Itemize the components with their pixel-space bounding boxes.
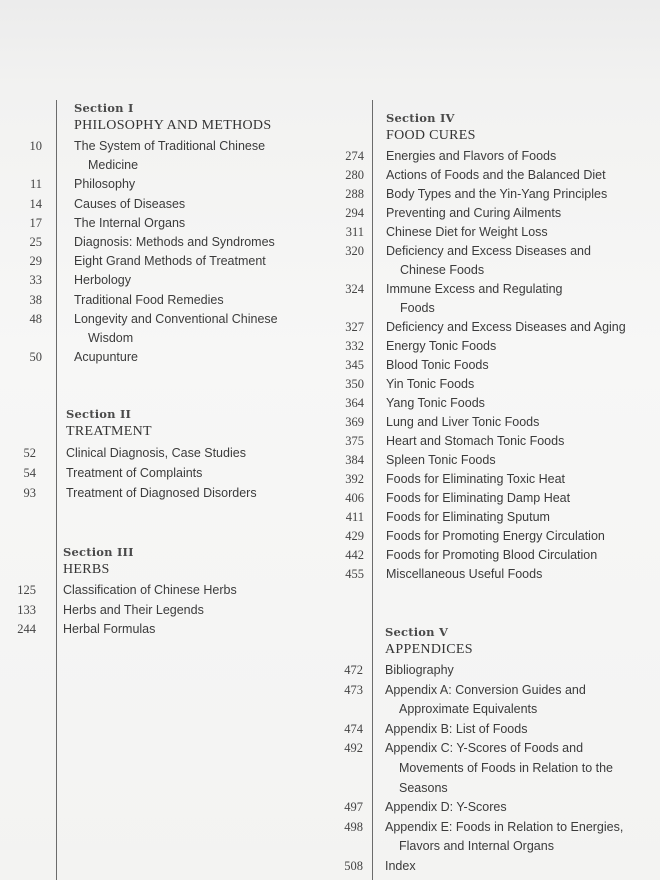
entry-line: Lung and Liver Tonic Foods	[386, 415, 540, 429]
entry-title	[385, 681, 635, 720]
page-number: 327	[345, 320, 364, 334]
entry-line: Index	[385, 858, 416, 873]
toc-entry[interactable]	[345, 565, 636, 584]
entry-title	[66, 483, 306, 503]
toc-entry[interactable]	[29, 252, 314, 271]
entry-title	[386, 432, 636, 451]
page-number: 375	[345, 434, 364, 448]
entry-title	[74, 291, 314, 310]
page-number: 93	[23, 486, 36, 500]
toc-entry[interactable]	[344, 739, 635, 798]
page-number: 48	[29, 311, 42, 326]
toc-entry[interactable]	[29, 195, 314, 214]
section-label: Section V	[385, 625, 449, 639]
entry-line: Longevity and Conventional Chinese	[74, 311, 278, 326]
toc-entry[interactable]	[345, 546, 636, 565]
entry-continuation: Wisdom	[88, 331, 134, 346]
entry-line: Heart and Stomach Tonic Foods	[386, 434, 565, 448]
page-number: 244	[17, 622, 36, 637]
section-title: TREATMENT	[66, 424, 152, 439]
page-number: 125	[17, 583, 36, 597]
page-number: 54	[23, 466, 36, 480]
section-title: PHILOSOPHY AND METHODS	[74, 118, 272, 133]
section-label: Section II	[66, 407, 132, 421]
section-label: Section III	[63, 545, 134, 559]
entry-title	[385, 857, 635, 877]
page-number: 52	[23, 446, 36, 460]
page-number: 392	[345, 472, 364, 486]
page-number: 472	[344, 663, 363, 677]
entry-line: Herbal Formulas	[63, 622, 156, 637]
page-number: 455	[345, 567, 364, 581]
entry-line: Classification of Chinese Herbs	[63, 583, 237, 597]
section-title: HERBS	[63, 562, 110, 577]
toc-entry[interactable]	[345, 318, 636, 337]
toc-entry[interactable]	[344, 857, 635, 877]
entry-title	[385, 661, 635, 681]
toc-entry[interactable]	[345, 508, 636, 527]
page-number: 411	[345, 510, 364, 524]
toc-section	[344, 624, 635, 877]
toc-entry[interactable]	[23, 463, 306, 483]
toc-entry[interactable]	[345, 280, 636, 318]
page-number: 508	[344, 858, 363, 873]
page-number: 492	[344, 741, 363, 756]
page-number: 474	[344, 721, 363, 736]
entry-title	[385, 798, 635, 818]
entry-title	[386, 394, 636, 413]
entry-continuation: Approximate Equivalents	[399, 702, 538, 717]
entry-title	[386, 147, 636, 166]
entry-title	[386, 375, 636, 394]
entry-title	[386, 337, 636, 356]
entry-title	[386, 489, 636, 508]
page-number: 14	[29, 196, 42, 211]
entry-title	[386, 318, 636, 337]
page-number: 50	[29, 350, 42, 365]
page-number: 33	[29, 273, 42, 288]
entry-title	[74, 271, 314, 290]
entry-title	[386, 242, 636, 280]
entry-title	[74, 348, 314, 367]
toc-entry[interactable]	[29, 348, 314, 367]
entry-title	[63, 620, 303, 640]
entry-title	[386, 565, 636, 584]
entry-line: Miscellaneous Useful Foods	[386, 567, 543, 581]
entry-line: Foods for Promoting Energy Circulation	[386, 529, 605, 543]
page-number: 17	[29, 215, 42, 230]
entry-continuation: Movements of Foods in Relation to the	[399, 760, 614, 775]
entry-continuation: Seasons	[399, 780, 448, 795]
entry-continuation: Chinese Foods	[400, 263, 485, 277]
page-number: 320	[345, 244, 364, 258]
toc-entry[interactable]	[345, 166, 636, 185]
toc-section	[23, 406, 306, 503]
toc-entry[interactable]	[345, 451, 636, 470]
toc-entry[interactable]	[29, 214, 314, 233]
entry-line: Energies and Flavors of Foods	[386, 149, 557, 163]
page-number: 497	[344, 800, 363, 815]
entry-line: Yin Tonic Foods	[386, 377, 475, 391]
entry-title	[386, 470, 636, 489]
page-number: 25	[29, 235, 42, 250]
page-number: 498	[344, 819, 363, 834]
entry-line: Eight Grand Methods of Treatment	[74, 254, 266, 269]
entry-title	[74, 175, 314, 194]
page-number: 274	[345, 149, 364, 163]
entry-title	[74, 195, 314, 214]
page-number: 345	[345, 358, 364, 372]
toc-entry[interactable]	[17, 601, 303, 621]
page-number: 29	[29, 254, 42, 269]
toc-entry[interactable]	[344, 720, 635, 740]
toc-entry[interactable]	[345, 185, 636, 204]
section-title: APPENDICES	[385, 642, 473, 657]
toc-entry[interactable]	[29, 291, 314, 310]
entry-line: Chinese Diet for Weight Loss	[386, 225, 548, 239]
page-number: 442	[345, 548, 364, 562]
entry-line: Deficiency and Excess Diseases and	[386, 244, 591, 258]
entry-title	[386, 508, 636, 527]
entry-title	[385, 720, 635, 740]
page-number: 369	[345, 415, 364, 429]
toc-entry[interactable]	[344, 818, 635, 857]
entry-line: Foods for Promoting Blood Circulation	[386, 548, 598, 562]
toc-entry[interactable]	[345, 432, 636, 451]
toc-entry[interactable]	[29, 233, 314, 252]
page-number: 429	[345, 529, 364, 543]
entry-title	[386, 204, 636, 223]
toc-entry[interactable]	[345, 147, 636, 166]
page-number: 406	[345, 491, 364, 505]
entry-continuation: Flavors and Internal Organs	[399, 839, 554, 854]
entry-title	[66, 443, 306, 463]
page-number: 473	[344, 682, 363, 697]
page-number: 364	[345, 396, 364, 410]
entry-title	[386, 185, 636, 204]
toc-entry[interactable]	[29, 175, 314, 194]
entry-continuation: Foods	[400, 301, 435, 315]
entry-line: Philosophy	[74, 177, 136, 192]
entry-line: Acupunture	[74, 350, 138, 365]
entry-title	[385, 739, 635, 798]
entry-title	[386, 527, 636, 546]
entry-line: Traditional Food Remedies	[74, 292, 224, 307]
entry-line: Appendix C: Y-Scores of Foods and	[385, 741, 584, 756]
entry-line: Foods for Eliminating Sputum	[386, 510, 550, 524]
toc-entry[interactable]	[29, 137, 314, 175]
entry-line: Herbology	[74, 273, 131, 288]
entry-line: Treatment of Diagnosed Disorders	[66, 486, 257, 500]
toc-entry[interactable]	[345, 394, 636, 413]
entry-line: Immune Excess and Regulating	[386, 282, 563, 296]
entry-line: Appendix B: List of Foods	[385, 721, 528, 736]
entry-line: Body Types and the Yin-Yang Principles	[386, 187, 608, 201]
toc-entry[interactable]	[17, 620, 303, 640]
entry-title	[386, 166, 636, 185]
left-column-rule	[56, 100, 57, 880]
toc-entry[interactable]	[345, 223, 636, 242]
toc-entry[interactable]	[345, 204, 636, 223]
page-number: 384	[345, 453, 364, 467]
entry-title	[74, 310, 314, 348]
toc-entry[interactable]	[345, 527, 636, 546]
section-title: FOOD CURES	[386, 128, 476, 143]
page-number: 350	[345, 377, 364, 391]
toc-entry[interactable]	[344, 798, 635, 818]
toc-entry[interactable]	[345, 413, 636, 432]
entry-line: Foods for Eliminating Damp Heat	[386, 491, 571, 505]
entry-line: Blood Tonic Foods	[386, 358, 489, 372]
entry-title	[74, 137, 314, 175]
page-number: 10	[29, 139, 42, 153]
entry-title	[386, 280, 636, 318]
page-number: 11	[29, 177, 42, 192]
entry-line: Causes of Diseases	[74, 196, 186, 211]
toc-entry[interactable]	[345, 489, 636, 508]
toc-entry[interactable]	[345, 375, 636, 394]
entry-line: Preventing and Curing Ailments	[386, 206, 562, 220]
toc-entry[interactable]	[23, 483, 306, 503]
entry-title	[386, 223, 636, 242]
entry-line: Spleen Tonic Foods	[386, 453, 496, 467]
page-number: 38	[29, 292, 42, 307]
entry-line: The Internal Organs	[74, 215, 186, 230]
toc-entry[interactable]	[344, 661, 635, 681]
toc-entry[interactable]	[345, 242, 636, 280]
entry-title	[386, 413, 636, 432]
entry-line: Appendix A: Conversion Guides and	[385, 682, 586, 697]
entry-line: Bibliography	[385, 663, 454, 677]
entry-title	[66, 463, 306, 483]
entry-line: Diagnosis: Methods and Syndromes	[74, 235, 275, 250]
entry-continuation: Medicine	[88, 158, 139, 173]
toc-entry[interactable]	[345, 337, 636, 356]
entry-title	[74, 252, 314, 271]
section-label: Section I	[74, 101, 134, 115]
entry-title	[386, 451, 636, 470]
entry-line: Energy Tonic Foods	[386, 339, 497, 353]
entry-title	[386, 356, 636, 375]
entry-line: Herbs and Their Legends	[63, 602, 204, 617]
page-number: 288	[345, 187, 364, 201]
page-number: 324	[345, 282, 364, 296]
section-label: Section IV	[386, 111, 455, 125]
entry-line: The System of Traditional Chinese	[74, 139, 266, 153]
entry-line: Foods for Eliminating Toxic Heat	[386, 472, 566, 486]
entry-line: Appendix D: Y-Scores	[385, 800, 507, 815]
right-column-rule	[372, 100, 373, 880]
entry-line: Actions of Foods and the Balanced Diet	[386, 168, 606, 182]
toc-section	[17, 544, 303, 640]
entry-title	[63, 581, 303, 601]
page-number: 133	[17, 602, 36, 617]
entry-title	[63, 601, 303, 621]
toc-section	[345, 110, 636, 584]
entry-line: Yang Tonic Foods	[386, 396, 485, 410]
toc-entry[interactable]	[29, 271, 314, 290]
entry-line: Clinical Diagnosis, Case Studies	[66, 446, 246, 460]
toc-entry[interactable]	[344, 681, 635, 720]
entry-title	[385, 818, 635, 857]
entry-title	[74, 214, 314, 233]
entry-title	[74, 233, 314, 252]
entry-title	[386, 546, 636, 565]
toc-section	[29, 100, 314, 367]
entry-line: Appendix E: Foods in Relation to Energies,	[385, 819, 624, 834]
toc-entry[interactable]	[345, 356, 636, 375]
entry-line: Treatment of Complaints	[66, 466, 203, 480]
entry-line: Deficiency and Excess Diseases and Aging	[386, 320, 626, 334]
toc-entry[interactable]	[345, 470, 636, 489]
toc-entry[interactable]	[29, 310, 314, 348]
page-number: 332	[345, 339, 364, 353]
page-number: 280	[345, 168, 364, 182]
page-number: 294	[345, 206, 364, 220]
page-number: 311	[345, 225, 364, 239]
toc-entry[interactable]	[23, 443, 306, 463]
toc-entry[interactable]	[17, 581, 303, 601]
